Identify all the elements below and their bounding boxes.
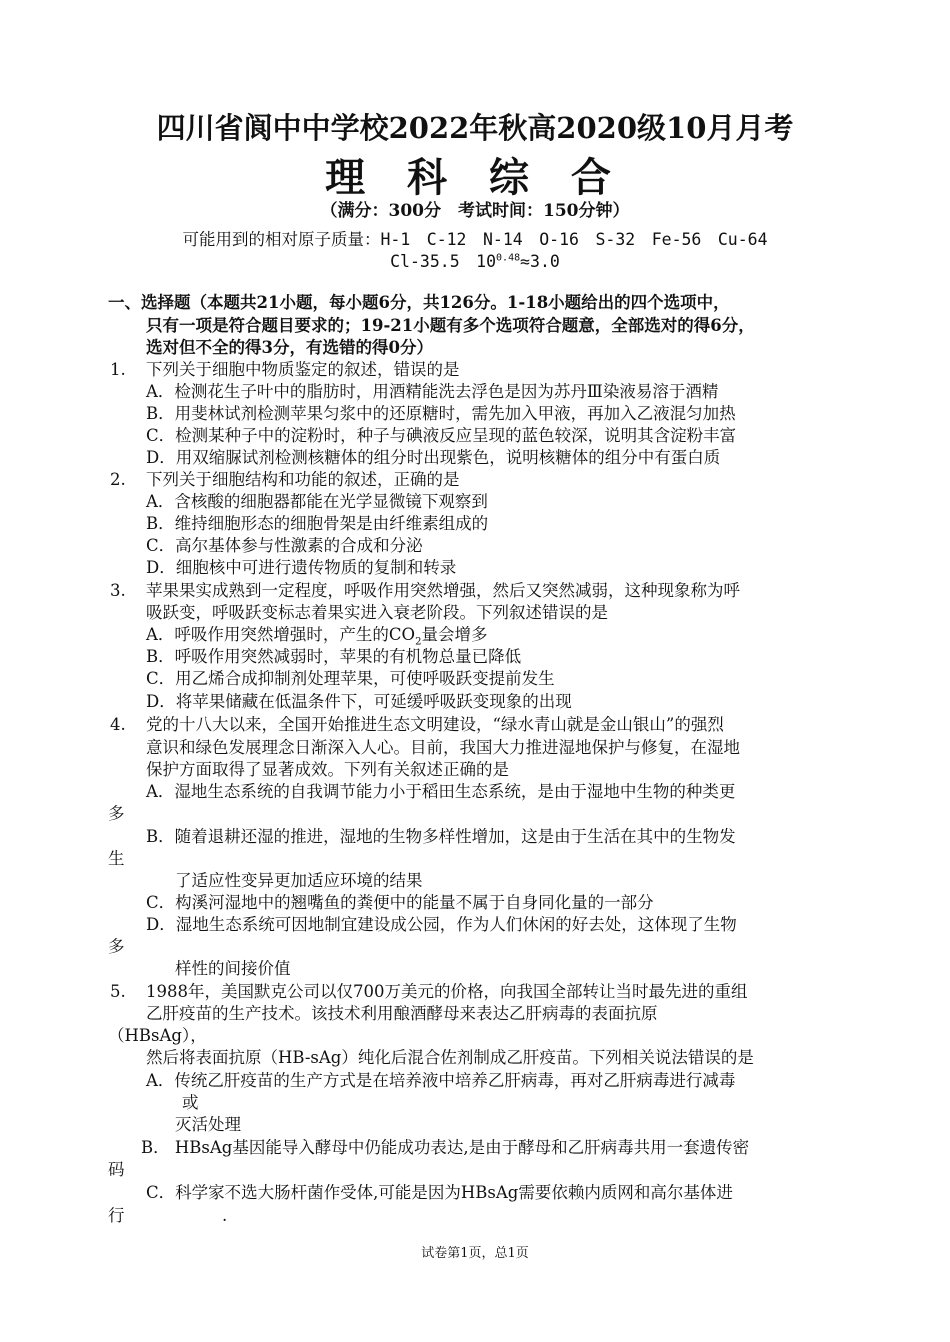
q3-stem-line-2: 吸跃变，呼吸跃变标志着果实进入衰老阶段。下列叙述错误的是: [146, 603, 608, 622]
q5-option-b-line-2: 码: [108, 1160, 125, 1179]
q5-option-a-line-2: 或: [182, 1093, 199, 1112]
q5-option-c-line-2: 行: [108, 1206, 125, 1225]
q2-number: 2.: [110, 470, 126, 489]
q2-option-a: A．含核酸的细胞器都能在光学显微镜下观察到: [146, 492, 488, 511]
q5-stem-line-3: （HBsAg），: [108, 1026, 207, 1045]
q3-option-c: C．用乙烯合成抑制剂处理苹果，可使呼吸跃变提前发生: [146, 669, 555, 688]
atomic-mass-line-1: 可能用到的相对原子质量：H-1 C-12 N-14 O-16 S-32 Fe-56 Cu-64: [182, 230, 768, 249]
q4-option-d-line-3: 样性的间接价值: [175, 959, 291, 978]
q3-number: 3.: [110, 581, 126, 600]
exam-info: （满分：300分 考试时间：150分钟）: [320, 201, 630, 221]
q4-option-b-line-3: 了适应性变异更加适应环境的结果: [175, 871, 423, 890]
q2-stem: 下列关于细胞结构和功能的叙述，正确的是: [146, 470, 460, 489]
q5-option-c-line-1: C．科学家不选大肠杆菌作受体,可能是因为HBsAg需要依赖内质网和高尔基体进: [146, 1183, 733, 1202]
q4-number: 4.: [110, 715, 126, 734]
atomic-mass-line-2: Cl-35.5 $10^{0.48}\approx 3.0$: [390, 252, 560, 271]
q4-stem-line-2: 意识和绿色发展理念日渐深入人心。目前，我国大力推进湿地保护与修复，在湿地: [146, 738, 740, 757]
q1-option-c: C．检测某种子中的淀粉时，种子与碘液反应呈现的蓝色较深，说明其含淀粉丰富: [146, 426, 737, 445]
q5-option-a-line-1: A．传统乙肝疫苗的生产方式是在培养液中培养乙肝病毒，再对乙肝病毒进行减毒: [146, 1071, 736, 1090]
q2-option-c: C．高尔基体参与性激素的合成和分泌: [146, 536, 423, 555]
section-heading-line-3: 选对但不全的得3分，有选错的得0分）: [146, 338, 433, 357]
q5-option-b-line-1: B． HBsAg基因能导入酵母中仍能成功表达,是由于酵母和乙肝病毒共用一套遗传密: [141, 1138, 750, 1157]
q5-stem-line-4: 然后将表面抗原（HB-sAg）纯化后混合佐剂制成乙肝疫苗。下列相关说法错误的是: [146, 1048, 754, 1067]
q2-option-d: D．细胞核中可进行遗传物质的复制和转录: [146, 558, 457, 577]
section-heading-line-2: 只有一项是符合题目要求的；19-21小题有多个选项符合题意，全部选对的得6分，: [146, 316, 755, 335]
q1-stem: 下列关于细胞中物质鉴定的叙述，错误的是: [146, 360, 460, 379]
q4-option-a-line-2: 多: [108, 804, 125, 823]
q4-option-d-line-1: D．湿地生态系统可因地制宜建设成公园，作为人们休闲的好去处，这体现了生物: [146, 915, 737, 934]
q4-option-a-line-1: A．湿地生态系统的自我调节能力小于稻田生态系统，是由于湿地中生物的种类更: [146, 782, 736, 801]
q4-option-d-line-2: 多: [108, 937, 125, 956]
section-heading-line-1: 一、选择题（本题共21小题，每小题6分，共126分。1-18小题给出的四个选项中，: [108, 293, 730, 312]
q1-option-d: D．用双缩脲试剂检测核糖体的组分时出现紫色，说明核糖体的组分中有蛋白质: [146, 448, 721, 467]
q3-stem-line-1: 苹果果实成熟到一定程度，呼吸作用突然增强，然后又突然减弱，这种现象称为呼: [146, 581, 740, 600]
q2-option-b: B．维持细胞形态的细胞骨架是由纤维素组成的: [146, 514, 489, 533]
q3-option-a: A．呼吸作用突然增强时，产生的$CO_2$量会增多: [146, 625, 488, 648]
q1-option-b: B．用斐林试剂检测苹果匀浆中的还原糖时，需先加入甲液，再加入乙液混匀加热: [146, 404, 736, 423]
q4-option-b-line-2: 生: [108, 849, 125, 868]
q5-stem-line-2: 乙肝疫苗的生产技术。该技术利用酿酒酵母来表达乙肝病毒的表面抗原: [146, 1004, 658, 1023]
q4-stem-line-1: 党的十八大以来，全国开始推进生态文明建设，“绿水青山就是金山银山”的强烈: [146, 715, 724, 734]
q5-number: 5.: [110, 982, 126, 1001]
q3-option-d: D．将苹果储藏在低温条件下，可延缓呼吸跃变现象的出现: [146, 692, 572, 711]
q5-stem-line-1: 1988年，美国默克公司以仅700万美元的价格，向我国全部转让当时最先进的重组: [146, 982, 748, 1001]
q4-option-b-line-1: B．随着退耕还湿的推进，湿地的生物多样性增加，这是由于生活在其中的生物发: [146, 827, 736, 846]
page-footer: 试卷第1页，总1页: [421, 1246, 529, 1261]
q4-option-c: C．构溪河湿地中的翘嘴鱼的粪便中的能量不属于自身同化量的一部分: [146, 893, 654, 912]
q5-option-a-line-3: 灭活处理: [175, 1115, 241, 1134]
q1-option-a: A．检测花生子叶中的脂肪时，用酒精能洗去浮色是因为苏丹Ⅲ染液易溶于酒精: [146, 382, 719, 401]
q5-option-c-dot: .: [222, 1206, 228, 1225]
subject-title: 理 科 综 合: [325, 154, 625, 201]
q3-option-b: B．呼吸作用突然减弱时，苹果的有机物总量已降低: [146, 647, 522, 666]
exam-title: 四川省阆中中学校2022年秋高2020级10月月考: [156, 111, 794, 145]
q4-stem-line-3: 保护方面取得了显著成效。下列有关叙述正确的是: [146, 760, 509, 779]
q1-number: 1.: [110, 360, 126, 379]
